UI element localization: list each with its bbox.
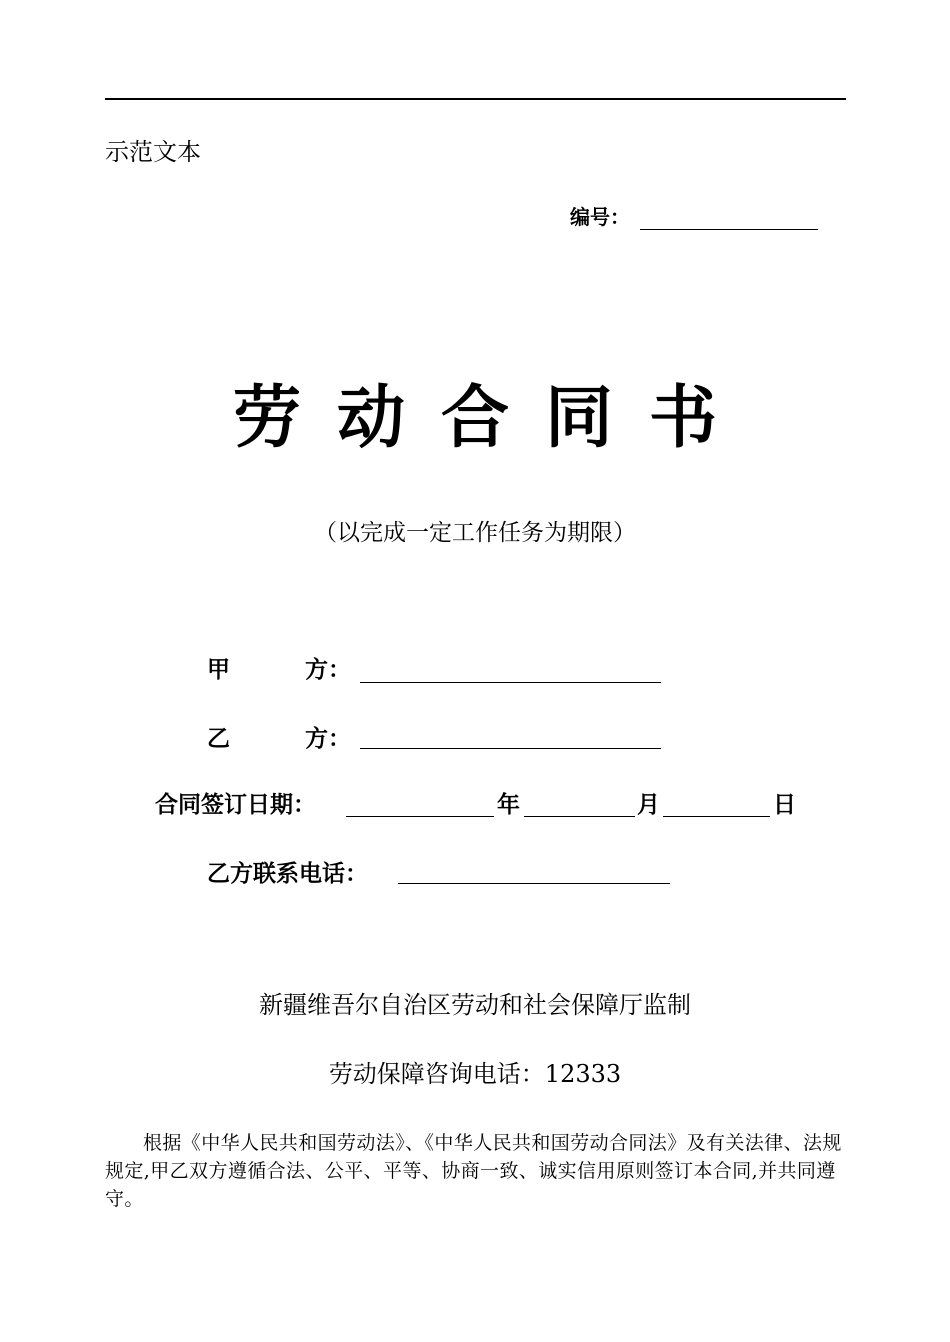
party-a-label-second: 方： (305, 657, 351, 683)
party-b-label-first: 乙 (207, 726, 230, 752)
party-a-blank[interactable] (360, 682, 661, 683)
day-label: 日 (773, 792, 796, 818)
hotline-line: 劳动保障咨询电话：12333 (328, 1060, 622, 1088)
document-title: 劳动合同书 (232, 379, 753, 458)
intro-paragraph: 根据《中华人民共和国劳动法》、《中华人民共和国劳动合同法》及有关法律、法规规定,甲乙双方遵循合法、公平、平等、协商一致、诚实信用原则签订本合同,并共同遵守。 (105, 1132, 842, 1210)
top-rule (105, 98, 846, 100)
party-a-label-first: 甲 (207, 657, 230, 683)
year-label: 年 (497, 792, 520, 818)
sign-day-blank[interactable] (663, 816, 770, 817)
party-b-blank[interactable] (360, 748, 661, 749)
party-b-label-second: 方： (305, 726, 351, 752)
issuer-line: 新疆维吾尔自治区劳动和社会保障厅监制 (259, 991, 691, 1019)
sign-month-blank[interactable] (524, 816, 635, 817)
sign-date-label: 合同签订日期： (155, 792, 316, 818)
party-b-phone-label: 乙方联系电话： (207, 861, 368, 887)
document-subtitle: （以完成一定工作任务为期限） (314, 520, 636, 546)
contract-number-label: 编号： (570, 205, 630, 229)
contract-number-blank[interactable] (640, 229, 818, 230)
party-b-phone-blank[interactable] (398, 883, 670, 884)
sample-text-label: 示范文本 (105, 138, 201, 166)
sign-year-blank[interactable] (346, 816, 494, 817)
month-label: 月 (637, 792, 660, 818)
